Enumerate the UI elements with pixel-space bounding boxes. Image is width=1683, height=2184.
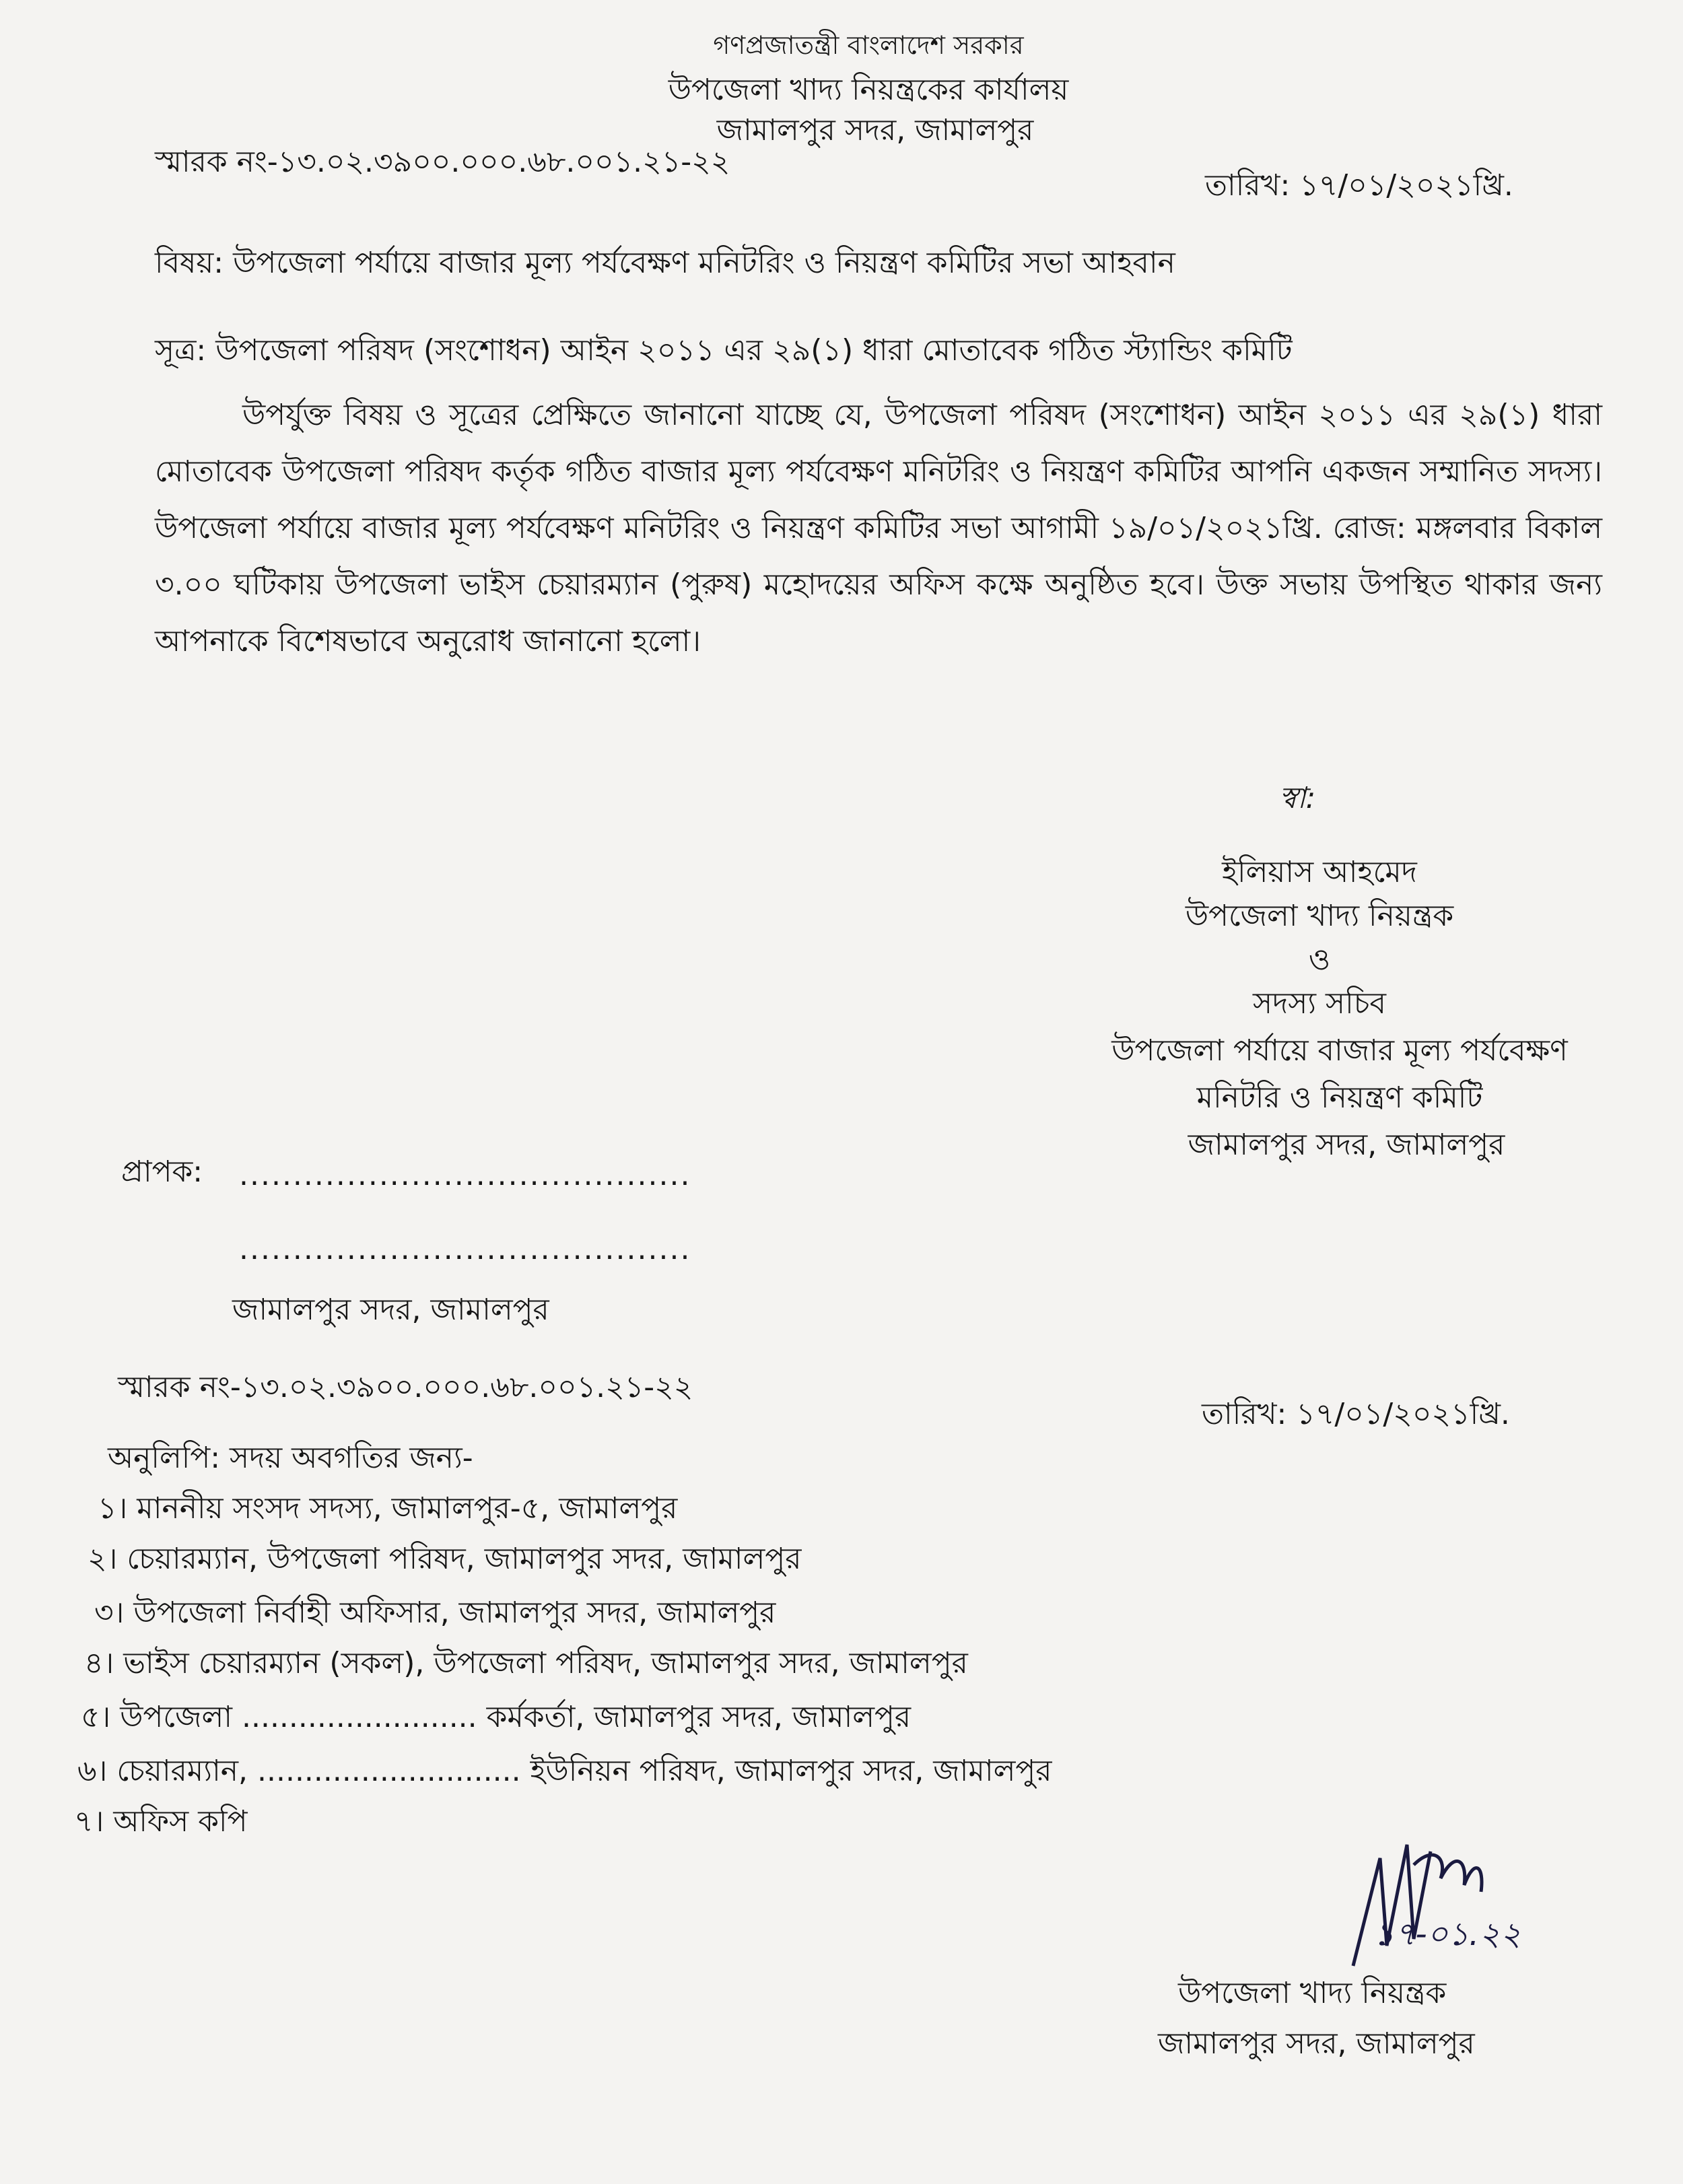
copy-date: তারিখ: ১৭/০১/২০২১খ্রি. — [1202, 1397, 1510, 1431]
signatory-conjunction: ও — [1308, 943, 1331, 977]
memo-number: স্মারক নং-১৩.০২.৩৯০০.০০০.৬৮.০০১.২১-২২ — [155, 145, 730, 179]
copy-item: ৪। ভাইস চেয়ারম্যান (সকল), উপজেলা পরিষদ, জামালপুর সদর, জামালপুর — [84, 1646, 968, 1680]
copy-item: ২। চেয়ারম্যান, উপজেলা পরিষদ, জামালপুর সদর, জামালপুর — [88, 1542, 802, 1576]
letter-body — [155, 387, 1602, 670]
committee-line1: উপজেলা পর্যায়ে বাজার মূল্য পর্যবেক্ষণ — [1111, 1033, 1568, 1068]
body-text: উপর্যুক্ত বিষয় ও সূত্রের প্রেক্ষিতে জানানো যাচ্ছে যে, উপজেলা পরিষদ (সংশোধন) আইন ২০১১ এর ২৯(১) ধারা মোতাবেক উপজেলা পরিষদ কর্তৃক গঠিত বাজার মূল্য পর্যবেক্ষণ মনিটরিং ও নিয়ন্ত্রণ কমিটির আপনি একজন সম্মানিত সদস্য। উপজেলা পর্যায়ে বাজার মূল্য পর্যবেক্ষণ মনিটরিং ও নিয়ন্ত্রণ কমিটির সভা আগামী ১৯/০১/২০২১খ্রি. রোজ: মঙ্গলবার বিকাল ৩.০০ ঘটিকায় উপজেলা ভাইস চেয়ারম্যান (পুরুষ) মহোদয়ের অফিস কক্ষে অনুষ্ঠিত হবে। উক্ত সভায় উপস্থিত থাকার জন্য আপনাকে বিশেষভাবে অনুরোধ জানানো হলো। — [155, 398, 1602, 658]
office-location: জামালপুর সদর, জামালপুর — [716, 113, 1034, 147]
signatory-title: উপজেলা খাদ্য নিয়ন্ত্রক — [1185, 899, 1454, 933]
copy-item: ৫। উপজেলা ......................... কর্মকর্তা, জামালপুর সদর, জামালপুর — [81, 1700, 912, 1734]
govt-name: গণপ্রজাতন্ত্রী বাংলাদেশ সরকার — [713, 30, 1024, 60]
signature-mark: স্বা: — [1279, 781, 1316, 815]
copy-item: ৭। অফিস কপি — [74, 1804, 248, 1839]
copy-memo-number: স্মারক নং-১৩.০২.৩৯০০.০০০.৬৮.০০১.২১-২২ — [118, 1370, 693, 1404]
office-name: উপজেলা খাদ্য নিয়ন্ত্রকের কার্যালয় — [668, 73, 1069, 107]
committee-location: জামালপুর সদর, জামালপুর — [1188, 1128, 1505, 1162]
signatory-role: সদস্য সচিব — [1253, 986, 1386, 1021]
copy-item: ৬। চেয়ারম্যান, ............................ ইউনিয়ন পরিষদ, জামালপুর সদর, জামালপুর — [77, 1754, 1052, 1788]
letter-date: তারিখ: ১৭/০১/২০২১খ্রি. — [1205, 168, 1513, 203]
copy-heading: অনুলিপি: সদয় অবগতির জন্য- — [108, 1441, 473, 1475]
handwritten-signature — [1313, 1818, 1501, 1979]
reference-line: সূত্র: উপজেলা পরিষদ (সংশোধন) আইন ২০১১ এর ২৯(১) ধারা মোতাবেক গঠিত স্ট্যান্ডিং কমিটি — [155, 333, 1293, 368]
signatory-name: ইলিয়াস আহমেদ — [1222, 855, 1417, 889]
footer-place: জামালপুর সদর, জামালপুর — [1158, 2026, 1475, 2061]
copy-item: ১। মাননীয় সংসদ সদস্য, জামালপুর-৫, জামালপুর — [98, 1491, 678, 1526]
recipient-dots-1: .......................................... — [239, 1158, 691, 1192]
recipient-address: জামালপুর সদর, জামালপুর — [232, 1293, 549, 1327]
recipient-label: প্রাপক: — [121, 1155, 203, 1189]
recipient-dots-2: .......................................... — [239, 1232, 691, 1266]
handwritten-date: ১৭-০১.২২ — [1373, 1915, 1521, 1953]
committee-line2: মনিটরি ও নিয়ন্ত্রণ কমিটি — [1196, 1081, 1483, 1115]
copy-item: ৩। উপজেলা নির্বাহী অফিসার, জামালপুর সদর, জামালপুর — [94, 1596, 776, 1630]
subject-line: বিষয়: উপজেলা পর্যায়ে বাজার মূল্য পর্যবেক্ষণ মনিটরিং ও নিয়ন্ত্রণ কমিটির সভা আহবান — [155, 246, 1175, 280]
footer-title: উপজেলা খাদ্য নিয়ন্ত্রক — [1178, 1976, 1447, 2010]
